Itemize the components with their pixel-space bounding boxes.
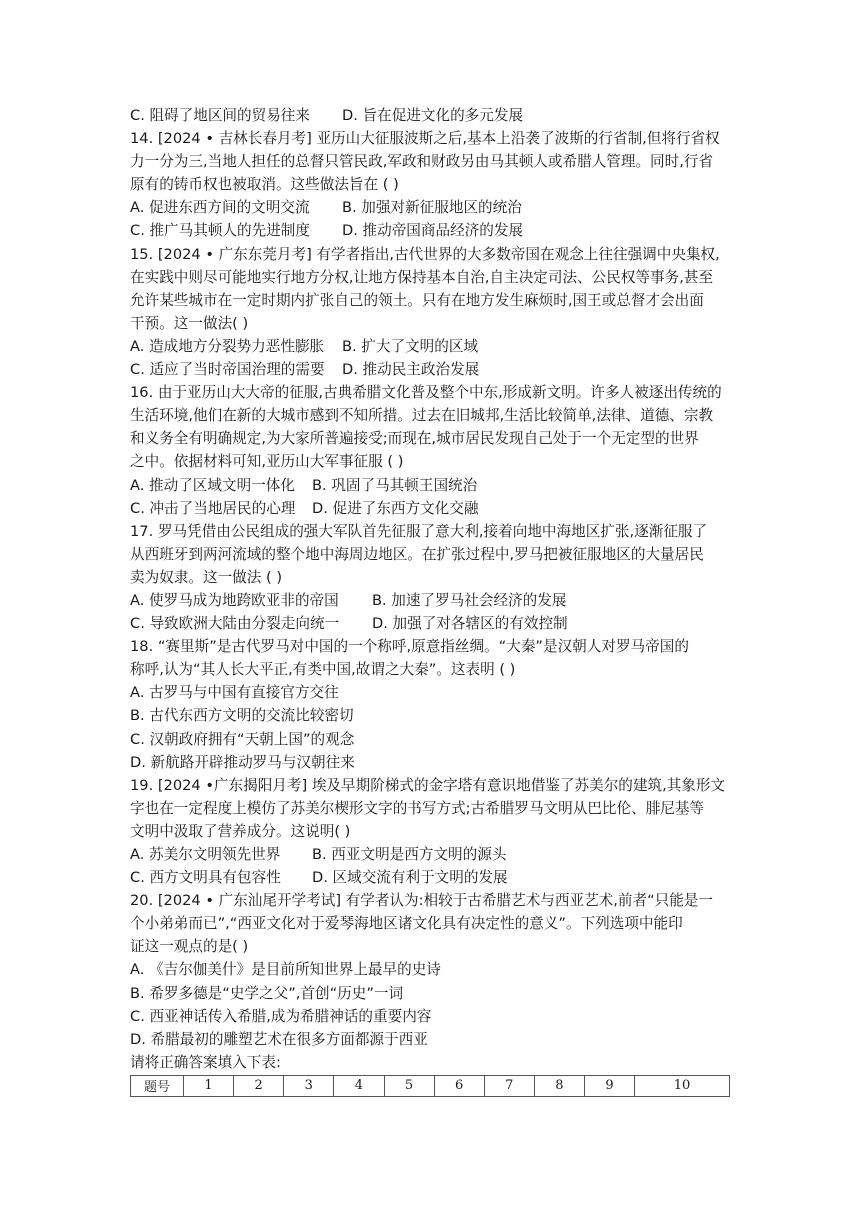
text-line: B. 希罗多德是“史学之父”,首创“历史”一词 — [130, 984, 404, 1002]
option-row — [130, 843, 735, 866]
option-left: A. 推动了区域文明一体化 — [130, 476, 295, 494]
option-left: C. 冲击了当地居民的心理 — [130, 499, 296, 517]
text-line: D. 希腊最初的雕塑艺术在很多方面都源于西亚 — [130, 1030, 428, 1048]
text-line: 在实践中则尽可能地实行地方分权,让地方保持基本自治,自主决定司法、公民权等事务,甚至 — [130, 268, 714, 286]
text-line: 生活环境,他们在新的大城市感到不知所措。过去在旧城邦,生活比较简单,法律、道德、宗教 — [130, 407, 714, 425]
answer-number-cell: 7 — [484, 1075, 534, 1096]
question-text — [130, 104, 735, 1074]
option-right: B. 巩固了马其顿王国统治 — [312, 476, 478, 494]
text-line: 力一分为三,当地人担任的总督只管民政,军政和财政另由马其顿人或希腊人管理。同时,行省 — [130, 153, 714, 171]
option-left: C. 阻碍了地区间的贸易往来 — [130, 107, 311, 124]
option-row — [130, 866, 735, 889]
text-line: 从西班牙到两河流域的整个地中海周边地区。在扩张过程中,罗马把被征服地区的大量居民 — [130, 545, 704, 563]
answer-number-cell: 9 — [585, 1075, 635, 1096]
text-line: 卖为奴隶。这一做法 ( ) — [130, 568, 283, 586]
option-row — [130, 335, 735, 358]
option-row — [130, 358, 735, 381]
answer-table-header-row — [131, 1075, 730, 1096]
text-line: D. 新航路开辟推动罗马与汉朝往来 — [130, 753, 355, 771]
option-row — [130, 612, 735, 635]
answer-number-cell: 10 — [635, 1075, 730, 1096]
text-line: 允许某些城市在一定时期内扩张自己的领土。只有在地方发生麻烦时,国王或总督才会出面 — [130, 291, 704, 309]
answer-table — [130, 1075, 730, 1097]
answer-table-header-label: 题号 — [131, 1075, 184, 1096]
text-line: 18. “赛里斯”是古代罗马对中国的一个称呼,原意指丝绸。“大秦”是汉朝人对罗马帝国的 — [130, 638, 689, 656]
text-line: A. 古罗马与中国有直接官方交往 — [130, 684, 339, 702]
text-line: 之中。依据材料可知,亚历山大军事征服 ( ) — [130, 453, 404, 471]
option-right: D. 区域交流有利于文明的发展 — [312, 869, 508, 887]
answer-number-cell: 2 — [234, 1075, 284, 1096]
text-line: A. 《吉尔伽美什》是目前所知世界上最早的史诗 — [130, 961, 441, 979]
option-left: A. 苏美尔文明领先世界 — [130, 846, 281, 863]
option-right: B. 加速了罗马社会经济的发展 — [372, 591, 567, 609]
text-line: C. 西亚神话传入希腊,成为希腊神话的重要内容 — [130, 1007, 432, 1025]
option-right: D. 推动帝国商品经济的发展 — [342, 222, 524, 240]
document-page — [130, 104, 735, 1097]
text-line: C. 汉朝政府拥有“天朝上国”的观念 — [130, 730, 355, 748]
text-line: 16. 由于亚历山大大帝的征服,古典希腊文化普及整个中东,形成新文明。许多人被逐出传统的 — [130, 384, 722, 402]
option-left: A. 造成地方分裂势力恶性膨胀 — [130, 337, 325, 355]
text-line: 17. 罗马凭借由公民组成的强大军队首先征服了意大利,接着向地中海地区扩张,逐渐征服了 — [130, 522, 708, 540]
option-row — [130, 219, 735, 242]
option-left: C. 适应了当时帝国治理的需要 — [130, 361, 325, 379]
text-line: 称呼,认为“其人长大平正,有类中国,故谓之大秦”。这表明 ( ) — [130, 661, 516, 679]
option-row — [130, 474, 735, 497]
option-row — [130, 196, 735, 219]
text-line: 文明中汲取了营养成分。这说明( ) — [130, 822, 351, 840]
option-row — [130, 104, 735, 127]
option-left: C. 西方文明具有包容性 — [130, 869, 281, 887]
option-left: A. 使罗马成为地跨欧亚非的帝国 — [130, 591, 339, 609]
option-right: D. 促进了东西方文化交融 — [312, 499, 479, 517]
answer-number-cell: 8 — [534, 1075, 584, 1096]
option-left: C. 推广马其顿人的先进制度 — [130, 222, 311, 240]
option-right: D. 旨在促进文化的多元发展 — [342, 107, 524, 124]
option-row — [130, 497, 735, 520]
option-left: C. 导致欧洲大陆由分裂走向统一 — [130, 615, 340, 633]
text-line: 请将正确答案填入下表: — [130, 1053, 281, 1071]
option-right: B. 加强对新征服地区的统治 — [342, 199, 522, 217]
text-line: 19. [2024 •广东揭阳月考] 埃及早期阶梯式的金字塔有意识地借鉴了苏美尔的建筑,其象形文 — [130, 776, 726, 794]
text-line: 15. [2024 • 广东东莞月考] 有学者指出,古代世界的大多数帝国在观念上往往强调中央集权, — [130, 245, 720, 263]
answer-number-cell: 6 — [434, 1075, 484, 1096]
answer-number-cell: 5 — [384, 1075, 434, 1096]
option-right: B. 西亚文明是西方文明的源头 — [312, 846, 507, 863]
text-line: 和义务全有明确规定,为大家所普遍接受;而现在,城市居民发现自己处于一个无定型的世界 — [130, 430, 699, 448]
text-line: 证这一观点的是( ) — [130, 938, 249, 956]
answer-number-cell: 3 — [284, 1075, 334, 1096]
text-line: B. 古代东西方文明的交流比较密切 — [130, 707, 354, 725]
text-line: 个小弟弟而已”,“西亚文化对于爱琴海地区诸文化具有决定性的意义”。下列选项中能印 — [130, 915, 683, 933]
option-left: A. 促进东西方间的文明交流 — [130, 199, 310, 217]
text-line: 14. [2024 • 吉林长春月考] 亚历山大征服波斯之后,基本上沿袭了波斯的行省制,但将行省权 — [130, 130, 720, 148]
option-right: D. 推动民主政治发展 — [342, 361, 480, 379]
option-right: D. 加强了对各辖区的有效控制 — [372, 615, 568, 633]
option-row — [130, 589, 735, 612]
text-line: 干预。这一做法( ) — [130, 314, 249, 332]
text-line: 字也在一定程度上模仿了苏美尔楔形文字的书写方式;古希腊罗马文明从巴比伦、腓尼基等 — [130, 799, 705, 817]
text-line: 原有的铸币权也被取消。这些做法旨在 ( ) — [130, 176, 399, 194]
text-line: 20. [2024 • 广东汕尾开学考试] 有学者认为:相较于古希腊艺术与西亚艺术,前者“只能是一 — [130, 892, 714, 910]
answer-number-cell: 1 — [184, 1075, 234, 1096]
answer-number-cell: 4 — [334, 1075, 384, 1096]
option-right: B. 扩大了文明的区域 — [342, 337, 479, 355]
